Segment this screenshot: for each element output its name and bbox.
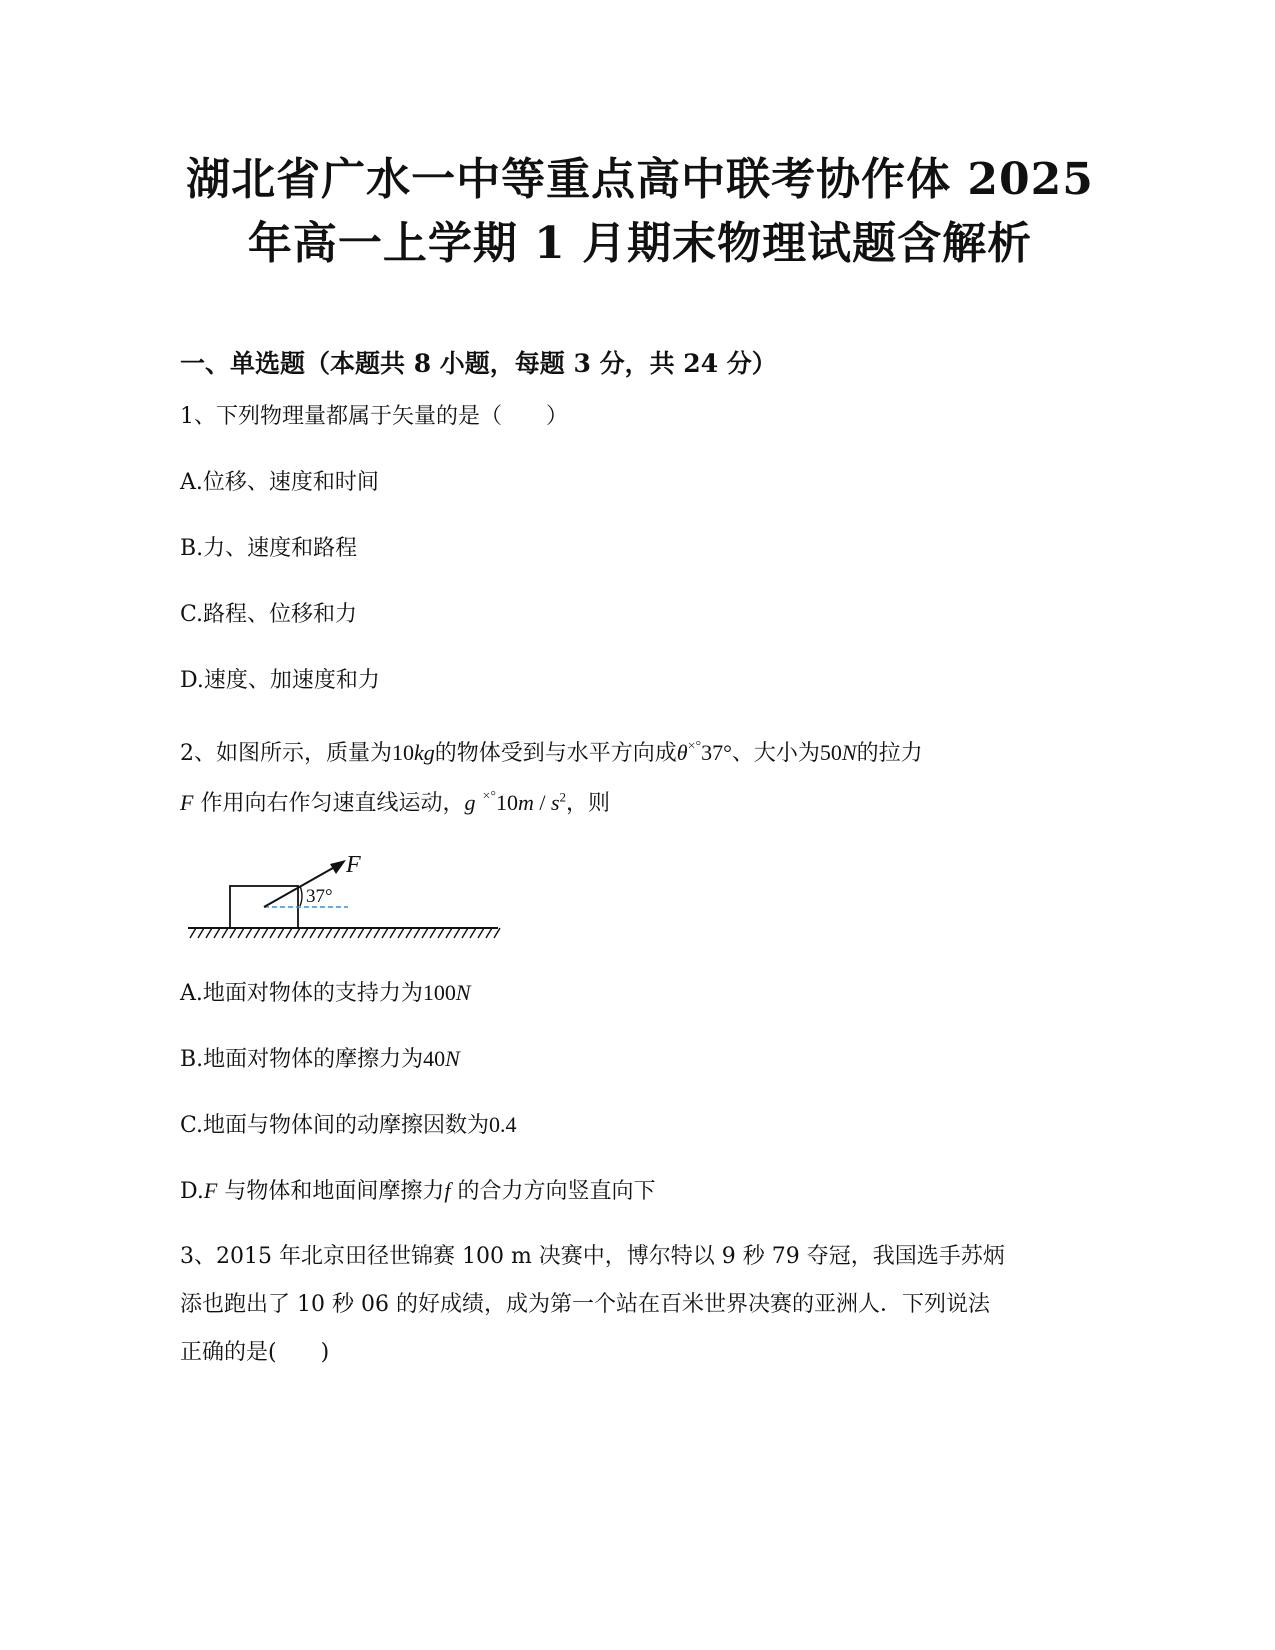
hatch-mark [286,928,292,938]
q2-option-d-end: 的合力方向竖直向下 [457,1179,656,1204]
equals-glyph: ×° [687,739,702,754]
q2-g: g [464,790,476,815]
q2-stem-line-2 [180,782,610,819]
title-line-2: 年高一上学期 1 月期末物理试题含解析 [247,218,1033,269]
hatch-mark [398,928,404,938]
q2-option-d-f: f [444,1178,451,1203]
q2-g-unit-slash: / [533,790,551,815]
hatch-mark [470,928,476,938]
hatch-mark [294,928,300,938]
q2-stem-d: 的拉力 [856,741,923,766]
q2-g-unit-exponent: 2 [559,789,567,805]
hatch-mark [366,928,372,938]
q2-g-unit-s: s [550,790,560,815]
q1-option-d: D.速度、加速度和力 [180,668,380,693]
q2-stem-f: ，则 [566,791,611,816]
q2-option-b-text: B.地面对物体的摩擦力为 [180,1047,424,1072]
q1-option-c: C.路程、位移和力 [180,602,358,627]
q2-force: 50 [819,740,842,765]
hatch-mark [246,928,252,938]
hatch-mark [422,928,428,938]
q2-option-d-mid: 与物体和地面间摩擦力 [224,1179,445,1204]
hatch-mark [446,928,452,938]
hatch-mark [342,928,348,938]
q1-option-a: A.位移、速度和时间 [180,470,379,495]
hatch-mark [198,928,204,938]
q2-stem-e: 作用向右作匀速直线运动， [200,791,465,816]
hatch-mark [262,928,268,938]
q2-option-c-value: 0.4 [489,1112,517,1137]
q2-force-unit: N [841,740,857,765]
q2-option-d [180,1176,655,1207]
hatch-mark [270,928,276,938]
hatch-mark [318,928,324,938]
q2-g-unit-m: m [517,790,534,815]
q3-stem-line-3: 正确的是( ) [180,1340,330,1365]
q2-stem-a: 2、如图所示，质量为 [180,741,392,766]
q2-mass: 10 [392,740,414,765]
q1-stem: 1、下列物理量都属于矢量的是（ ） [180,404,568,429]
hatch-mark [334,928,340,938]
ground-hatching [190,928,500,938]
hatch-mark [462,928,468,938]
hatch-mark [214,928,220,938]
hatch-mark [254,928,260,938]
hatch-mark [238,928,244,938]
hatch-mark [206,928,212,938]
equals-glyph: ×° [482,789,496,804]
section-heading: 一、单选题（本题共 8 小题，每题 3 分，共 24 分） [180,349,777,378]
q2-angle: 37° [701,740,732,765]
force-diagram [180,852,510,948]
hatch-mark [478,928,484,938]
q2-option-d-F: F [203,1178,218,1203]
force-label: F [346,852,361,878]
hatch-mark [190,928,196,938]
hatch-mark [382,928,388,938]
hatch-mark [350,928,356,938]
angle-label: 37° [306,886,333,907]
title-line-1: 湖北省广水一中等重点高中联考协作体 2025 [186,154,1094,205]
hatch-mark [278,928,284,938]
hatch-mark [438,928,444,938]
q3-stem-line-2: 添也跑出了 10 秒 06 的好成绩，成为第一个站在百米世界决赛的亚洲人．下列说法 [180,1292,990,1317]
q2-option-a-text: A.地面对物体的支持力为 [180,981,423,1006]
hatch-mark [230,928,236,938]
q2-option-b-value: 40 [423,1046,446,1071]
q3-stem-line-1: 3、2015 年北京田径世锦赛 100 m 决赛中，博尔特以 9 秒 79 夺冠，我国选手苏炳 [180,1244,1005,1269]
q2-g-value: 10 [495,790,518,815]
hatch-mark [222,928,228,938]
q2-stem-c: 、大小为 [731,741,820,766]
q2-option-b-unit: N [445,1046,460,1071]
q2-theta: θ [676,740,688,765]
angle-arc [300,886,302,906]
hatch-mark [358,928,364,938]
hatch-mark [326,928,332,938]
q2-option-c-text: C.地面与物体间的动摩擦因数为 [180,1113,490,1138]
q2-stem-b: 的物体受到与水平方向成 [434,741,677,766]
q2-option-c [180,1110,517,1141]
hatch-mark [406,928,412,938]
hatch-mark [310,928,316,938]
q2-option-b [180,1044,460,1075]
force-arrowhead [330,860,346,874]
hatch-mark [486,928,492,938]
q2-force-symbol: F [180,790,194,815]
hatch-mark [374,928,380,938]
q2-option-a-unit: N [455,980,471,1005]
hatch-mark [454,928,460,938]
document-title [180,148,1100,276]
q1-option-b: B.力、速度和路程 [180,536,358,561]
hatch-mark [390,928,396,938]
hatch-mark [302,928,308,938]
q2-option-a [180,978,471,1009]
q2-mass-unit: kg [414,740,435,765]
q2-option-d-prefix: D. [180,1179,204,1204]
q2-option-a-value: 100 [422,980,456,1005]
hatch-mark [430,928,436,938]
hatch-mark [494,928,500,938]
q2-stem-line-1 [180,732,923,769]
hatch-mark [414,928,420,938]
force-diagram-svg [180,852,510,944]
